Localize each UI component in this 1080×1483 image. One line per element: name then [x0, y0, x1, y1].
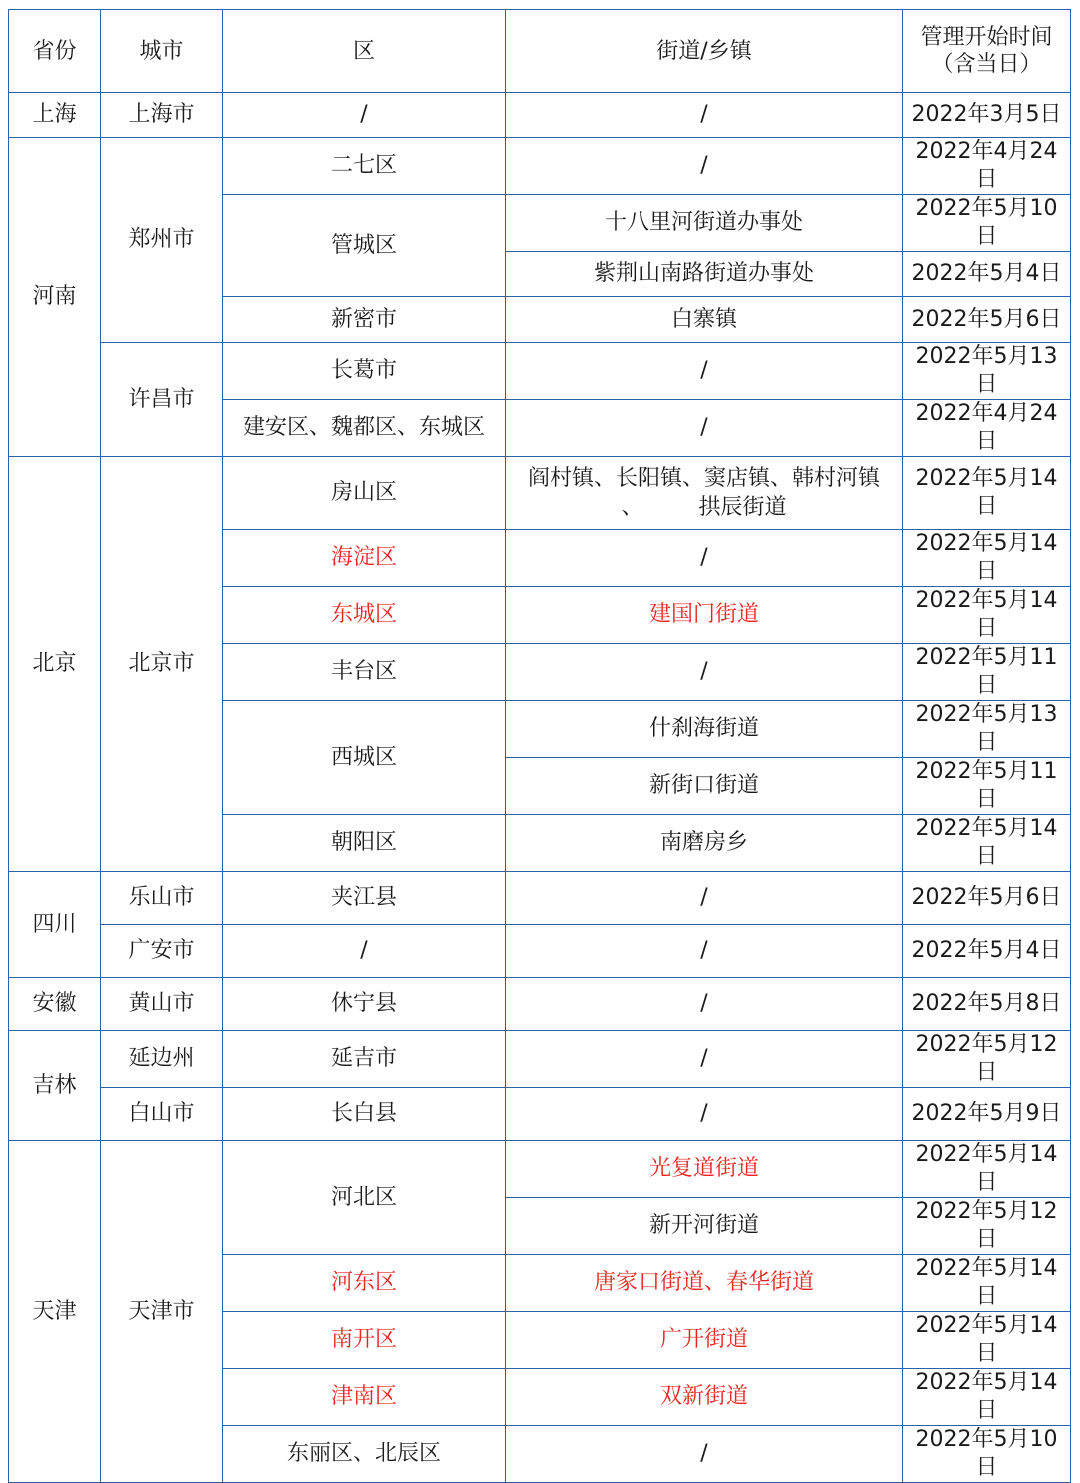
date-cell: 2022年5月12日 — [903, 1031, 1071, 1088]
city-cell: 郑州市 — [101, 138, 223, 343]
street-cell: / — [506, 530, 903, 587]
date-cell: 2022年5月11日 — [903, 758, 1071, 815]
date-cell: 2022年5月12日 — [903, 1198, 1071, 1255]
header-province: 省份 — [9, 10, 101, 93]
street-cell: / — [506, 1088, 903, 1141]
date-cell: 2022年4月24日 — [903, 400, 1071, 457]
control-areas-table — [8, 9, 1071, 1483]
district-cell: 新密市 — [223, 297, 506, 343]
date-cell: 2022年5月13日 — [903, 343, 1071, 400]
date-cell: 2022年5月14日 — [903, 1255, 1071, 1312]
date-cell: 2022年5月4日 — [903, 925, 1071, 978]
table-row — [9, 925, 1071, 978]
date-cell: 2022年5月9日 — [903, 1088, 1071, 1141]
city-cell: 白山市 — [101, 1088, 223, 1141]
header-city: 城市 — [101, 10, 223, 93]
district-cell: 夹江县 — [223, 872, 506, 925]
table-row — [9, 872, 1071, 925]
district-cell: / — [223, 925, 506, 978]
street-cell: / — [506, 978, 903, 1031]
street-cell: 新开河街道 — [506, 1198, 903, 1255]
date-cell: 2022年3月5日 — [903, 93, 1071, 138]
date-cell: 2022年5月13日 — [903, 701, 1071, 758]
table-row — [9, 457, 1071, 530]
city-cell: 北京市 — [101, 457, 223, 872]
street-cell: / — [506, 872, 903, 925]
header-start-time-line1: 管理开始时间 — [920, 25, 1053, 50]
table-row — [9, 343, 1071, 400]
header-row — [9, 10, 1071, 93]
province-cell: 安徽 — [9, 978, 101, 1031]
city-cell: 延边州 — [101, 1031, 223, 1088]
street-cell: 广开街道 — [506, 1312, 903, 1369]
date-cell: 2022年5月6日 — [903, 297, 1071, 343]
street-cell — [506, 457, 903, 530]
street-cell: / — [506, 1031, 903, 1088]
date-cell: 2022年5月10日 — [903, 1426, 1071, 1483]
date-cell: 2022年5月14日 — [903, 1369, 1071, 1426]
district-cell: 朝阳区 — [223, 815, 506, 872]
header-start-time-line2: （含当日） — [931, 52, 1042, 77]
table-row — [9, 138, 1071, 195]
date-cell: 2022年5月8日 — [903, 978, 1071, 1031]
district-cell: 管城区 — [223, 195, 506, 297]
city-cell: 黄山市 — [101, 978, 223, 1031]
date-cell: 2022年5月10日 — [903, 195, 1071, 252]
district-cell: 休宁县 — [223, 978, 506, 1031]
district-cell: 建安区、魏都区、东城区 — [223, 400, 506, 457]
street-cell: / — [506, 138, 903, 195]
date-cell: 2022年5月14日 — [903, 1312, 1071, 1369]
street-cell: / — [506, 1426, 903, 1483]
street-cell: 双新街道 — [506, 1369, 903, 1426]
city-cell: 广安市 — [101, 925, 223, 978]
street-cell: 新街口街道 — [506, 758, 903, 815]
district-cell: 长葛市 — [223, 343, 506, 400]
date-cell: 2022年4月24日 — [903, 138, 1071, 195]
district-cell: 丰台区 — [223, 644, 506, 701]
city-cell: 天津市 — [101, 1141, 223, 1483]
district-cell: 海淀区 — [223, 530, 506, 587]
street-cell: 什刹海街道 — [506, 701, 903, 758]
street-line: 阎村镇、长阳镇、窦店镇、韩村河镇 — [527, 466, 880, 491]
district-cell: 津南区 — [223, 1369, 506, 1426]
district-cell: 二七区 — [223, 138, 506, 195]
city-cell: 乐山市 — [101, 872, 223, 925]
street-cell: / — [506, 343, 903, 400]
table-row — [9, 1141, 1071, 1198]
street-cell: 光复道街道 — [506, 1141, 903, 1198]
province-cell: 天津 — [9, 1141, 101, 1483]
street-cell: / — [506, 925, 903, 978]
street-cell: / — [506, 93, 903, 138]
street-cell: 南磨房乡 — [506, 815, 903, 872]
province-cell: 四川 — [9, 872, 101, 978]
province-cell: 上海 — [9, 93, 101, 138]
table-row — [9, 1031, 1071, 1088]
street-cell: / — [506, 644, 903, 701]
header-start-time — [903, 10, 1071, 93]
date-cell: 2022年5月4日 — [903, 252, 1071, 297]
street-line: 、 拱辰街道 — [621, 495, 787, 520]
table-row — [9, 978, 1071, 1031]
district-cell: 东城区 — [223, 587, 506, 644]
district-cell: / — [223, 93, 506, 138]
street-cell: 白寨镇 — [506, 297, 903, 343]
date-cell: 2022年5月14日 — [903, 587, 1071, 644]
date-cell: 2022年5月11日 — [903, 644, 1071, 701]
date-cell: 2022年5月14日 — [903, 815, 1071, 872]
street-cell: 十八里河街道办事处 — [506, 195, 903, 252]
street-cell: 建国门街道 — [506, 587, 903, 644]
district-cell: 河东区 — [223, 1255, 506, 1312]
district-cell: 房山区 — [223, 457, 506, 530]
district-cell: 南开区 — [223, 1312, 506, 1369]
street-cell: 唐家口街道、春华街道 — [506, 1255, 903, 1312]
district-cell: 东丽区、北辰区 — [223, 1426, 506, 1483]
district-cell: 河北区 — [223, 1141, 506, 1255]
street-cell: 紫荆山南路街道办事处 — [506, 252, 903, 297]
district-cell: 长白县 — [223, 1088, 506, 1141]
date-cell: 2022年5月6日 — [903, 872, 1071, 925]
province-cell: 吉林 — [9, 1031, 101, 1141]
province-cell: 河南 — [9, 138, 101, 457]
date-cell: 2022年5月14日 — [903, 457, 1071, 530]
header-street: 街道/乡镇 — [506, 10, 903, 93]
province-cell: 北京 — [9, 457, 101, 872]
header-district: 区 — [223, 10, 506, 93]
date-cell: 2022年5月14日 — [903, 1141, 1071, 1198]
city-cell: 上海市 — [101, 93, 223, 138]
street-cell: / — [506, 400, 903, 457]
table-row — [9, 1088, 1071, 1141]
table-row — [9, 93, 1071, 138]
district-cell: 延吉市 — [223, 1031, 506, 1088]
date-cell: 2022年5月14日 — [903, 530, 1071, 587]
city-cell: 许昌市 — [101, 343, 223, 457]
district-cell: 西城区 — [223, 701, 506, 815]
